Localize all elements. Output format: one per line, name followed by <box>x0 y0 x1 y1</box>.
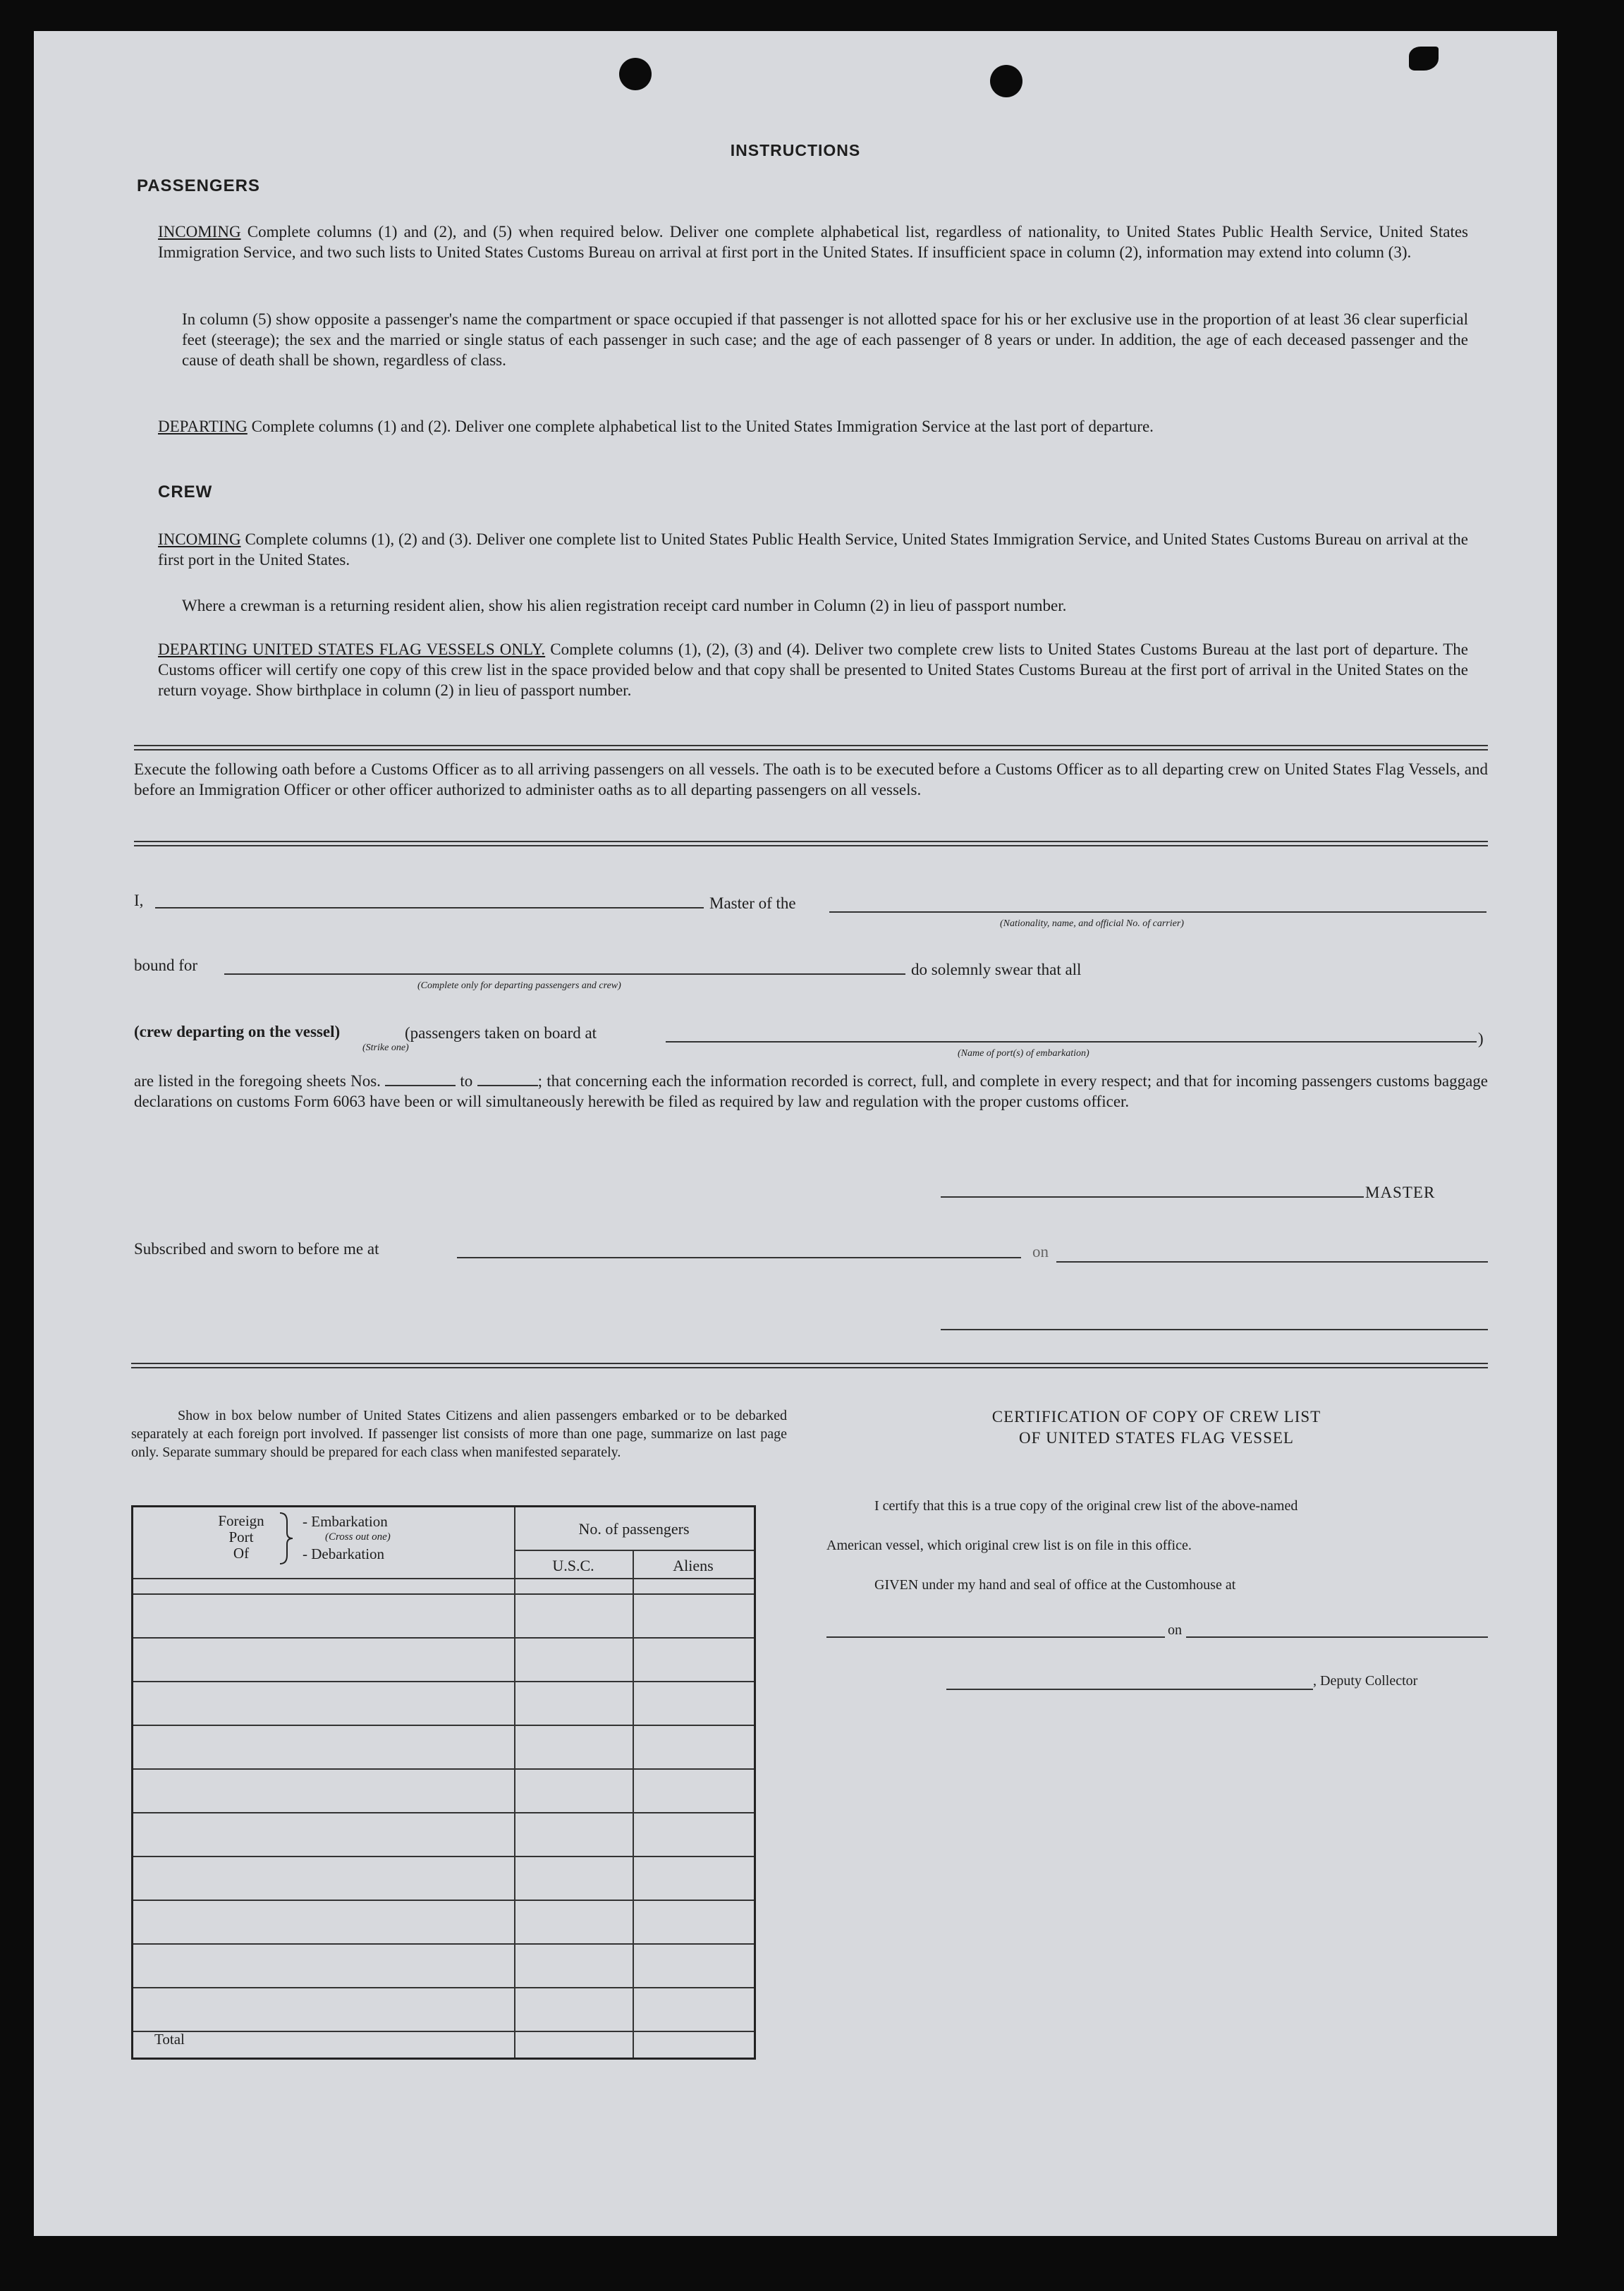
crew-incoming-label: INCOMING <box>158 530 241 548</box>
cert-on-word: on <box>1168 1622 1182 1638</box>
passenger-summary-table <box>131 1505 756 2060</box>
crew-incoming-paragraph <box>158 529 1468 570</box>
header-subline <box>514 1550 754 1551</box>
no-of-passengers-header: No. of passengers <box>578 1520 690 1538</box>
oath-listed-suffix: ; that concerning each the information recorded is correct, full, and complete in every respect; and that for incoming passengers customs baggage declarations on customs Form 6063 have been or will simultaneously herewith be filed as required by law and regulation with the proper customs officer. <box>134 1072 1488 1110</box>
passengers-heading: PASSENGERS <box>137 176 260 195</box>
certify-text-2: American vessel, which original crew list is on file in this office. <box>826 1538 1192 1553</box>
table-row <box>133 2031 754 2032</box>
oath-listed-paragraph <box>134 1071 1488 1112</box>
divider-1 <box>134 745 1488 750</box>
table-row <box>133 1593 754 1595</box>
crew-departing-text: Complete columns (1), (2), (3) and (4). Deliver two complete crew lists to United States Customs Bureau at the last port of departure. The Customs officer will certify one copy of this crew list in the space provided below and that copy shall be presented to United States Customs Bureau at the first port of arrival in the United States on the return voyage. Show birthplace in column (2) in lieu of passport number. <box>158 640 1469 699</box>
oath-on-word: on <box>1032 1243 1049 1260</box>
subscribed-place-field[interactable] <box>457 1257 1021 1258</box>
bound-for-field[interactable] <box>224 973 905 975</box>
table-row <box>133 1681 754 1682</box>
ports-caption: (Name of port(s) of embarkation) <box>958 1048 1089 1059</box>
certification-title-1: CERTIFICATION OF COPY OF CREW LIST <box>991 1408 1321 1426</box>
oath-close-paren: ) <box>1478 1030 1484 1047</box>
table-row <box>133 1900 754 1901</box>
table-row <box>133 1768 754 1770</box>
divider-2 <box>134 841 1488 846</box>
col-divider-2 <box>633 1550 634 2058</box>
oath-passengers-taken: (passengers taken on board at <box>405 1024 597 1042</box>
crew-resident-paragraph: Where a crewman is a returning resident alien, show his alien registration receipt card number in Column (2) in lieu of passport number. <box>182 597 1067 614</box>
customhouse-field[interactable] <box>826 1636 1165 1638</box>
table-row <box>133 1856 754 1857</box>
oath-master-of-the: Master of the <box>709 894 796 912</box>
carrier-field[interactable] <box>829 911 1486 913</box>
passengers-column5-paragraph: In column (5) show opposite a passenger's name the compartment or space occupied if that passenger is not allotted space for his or her exclusive use in the proportion of at least 36 clear superficial feet (steerage); the sex and the married or single status of each passenger in such case; and the age of each passenger of 8 years or under. In addition, the age of each deceased passenger and the cause of death shall be shown, regardless of class. <box>182 310 1468 369</box>
oath-listed-prefix: are listed in the foregoing sheets Nos. <box>134 1072 381 1090</box>
cert-date-field[interactable] <box>1186 1636 1488 1638</box>
master-label: MASTER <box>1365 1184 1436 1201</box>
foreign-port-label: Foreign Port Of <box>218 1512 264 1562</box>
passengers-incoming-paragraph <box>158 221 1468 262</box>
table-row <box>133 1987 754 1988</box>
oath-do-solemnly: do solemnly swear that all <box>911 961 1082 978</box>
table-row <box>133 1812 754 1813</box>
complete-only-caption: (Complete only for departing passengers and crew) <box>417 980 621 991</box>
oath-i-label: I, <box>134 892 144 909</box>
cross-out-caption: (Cross out one) <box>325 1531 391 1543</box>
col-divider-1 <box>514 1507 515 2058</box>
aliens-header: Aliens <box>673 1557 714 1574</box>
master-name-field[interactable] <box>155 907 704 909</box>
total-label: Total <box>154 2031 185 2048</box>
sheet-to-field[interactable] <box>477 1071 538 1086</box>
crew-departing-paragraph <box>158 639 1468 700</box>
table-row <box>133 1637 754 1639</box>
sheet-from-field[interactable] <box>385 1071 456 1086</box>
strike-one-caption: (Strike one) <box>362 1043 409 1053</box>
instructions-title: INSTRUCTIONS <box>730 141 861 159</box>
oath-instruction: Execute the following oath before a Customs Officer as to all arriving passengers on all vessels. The oath is to be executed before a Customs Officer as to all departing crew on United States Flag Vessels, and before an Immigration Officer or other officer authorized to administer oaths as to all departing passengers on all vessels. <box>134 760 1488 798</box>
officer-signature-field[interactable] <box>941 1329 1488 1330</box>
oath-subscribed: Subscribed and sworn to before me at <box>134 1240 379 1258</box>
subscribed-date-field[interactable] <box>1056 1261 1488 1263</box>
header-bottom <box>133 1578 754 1579</box>
oath-bound-for: bound for <box>134 956 198 974</box>
master-signature-field[interactable] <box>941 1196 1364 1198</box>
form-sheet <box>34 31 1557 2236</box>
embarkation-ports-field[interactable] <box>666 1041 1477 1043</box>
crew-heading: CREW <box>158 482 213 502</box>
table-row <box>133 1943 754 1945</box>
passengers-incoming-label: INCOMING <box>158 223 241 241</box>
torn-corner-mark <box>1409 47 1439 71</box>
certification-title-2: OF UNITED STATES FLAG VESSEL <box>1019 1429 1294 1447</box>
table-row <box>133 1725 754 1726</box>
deputy-collector-label: , Deputy Collector <box>1313 1673 1418 1689</box>
passengers-incoming-text: Complete columns (1) and (2), and (5) when required below. Deliver one complete alphabetical list, regardless of nationality, to United States Public Health Service, United States Immigration Service, and two such lists to United States Customs Bureau on arrival at first port in the United States. If insufficient space in column (2), information may extend into column (3). <box>158 223 1469 261</box>
brace-icon <box>279 1512 294 1565</box>
oath-to-word: to <box>460 1072 473 1090</box>
debarkation-label: - Debarkation <box>303 1545 385 1562</box>
certify-text-1: I certify that this is a true copy of the original crew list of the above-named <box>874 1498 1298 1514</box>
crew-incoming-text: Complete columns (1), (2) and (3). Deliver one complete list to United States Public Health Service, United States Immigration Service, and United States Customs Bureau on arrival at the first port in the United States. <box>158 530 1468 569</box>
divider-3 <box>131 1363 1488 1368</box>
given-text: GIVEN under my hand and seal of office at the Customhouse at <box>874 1577 1236 1593</box>
deputy-signature-field[interactable] <box>946 1689 1313 1690</box>
passengers-departing-paragraph <box>158 416 1468 437</box>
punch-hole-left <box>619 58 652 90</box>
summary-instruction: Show in box below number of United States Citizens and alien passengers embarked or to be debarked separately at each foreign port involved. If passenger list consists of more than one page, summarize on last page only. Separate summary should be prepared for each class when manifested separately. <box>131 1408 787 1460</box>
crew-departing-label: DEPARTING UNITED STATES FLAG VESSELS ONLY. <box>158 640 546 658</box>
oath-crew-departing: (crew departing on the vessel) <box>134 1023 341 1040</box>
nationality-caption: (Nationality, name, and official No. of carrier) <box>1000 918 1184 929</box>
embarkation-label: - Embarkation <box>303 1513 388 1530</box>
passengers-departing-text: Complete columns (1) and (2). Deliver one complete alphabetical list to the United States Immigration Service at the last port of departure. <box>251 418 1154 435</box>
usc-header: U.S.C. <box>552 1557 594 1574</box>
punch-hole-right <box>990 65 1022 97</box>
passengers-departing-label: DEPARTING <box>158 418 248 435</box>
